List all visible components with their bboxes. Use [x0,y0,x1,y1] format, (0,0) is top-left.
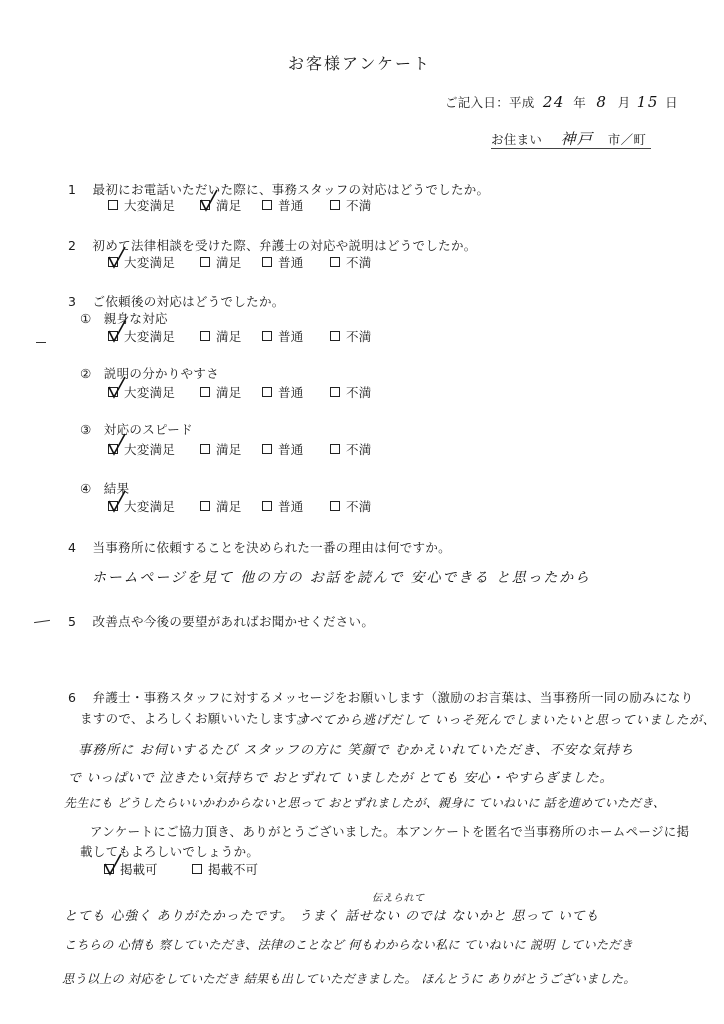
consent-option-yes[interactable] [104,860,158,878]
sub-question-3-options [0,440,724,460]
option-label: 普通 [278,329,304,344]
sub-question-1 [80,309,168,327]
option-3[interactable] [262,440,304,458]
option-label: 大変満足 [124,385,176,400]
date-field [445,93,678,111]
option-1[interactable] [108,327,175,345]
checkbox[interactable] [330,200,340,210]
option-1[interactable] [108,253,175,271]
question-4-text: 当事務所に依頼することを決められた一番の理由は何ですか。 [92,540,451,555]
question-4-number: 4 [68,540,77,555]
option-label: 普通 [278,198,304,213]
checkbox[interactable] [108,257,118,267]
consent-no-label: 掲載不可 [208,862,259,877]
consent-option-no[interactable] [192,860,258,878]
question-2 [68,236,477,254]
checkbox[interactable] [262,200,272,210]
checkbox[interactable] [200,257,210,267]
checkbox[interactable] [108,200,118,210]
option-3[interactable] [262,497,304,515]
option-3[interactable] [262,327,304,345]
question-3 [68,292,285,310]
checkbox[interactable] [200,200,210,210]
closing-insert: 伝えられて [372,893,425,904]
consent-no-checkbox[interactable] [192,864,202,874]
checkbox[interactable] [330,444,340,454]
option-label: 満足 [216,499,242,514]
option-label: 普通 [278,385,304,400]
address-suffix: 市／町 [607,132,647,147]
checkbox[interactable] [330,387,340,397]
date-day-unit: 日 [665,95,678,110]
sub-question-4-options [0,497,724,517]
option-1[interactable] [108,196,175,214]
sub-question-4-label: 結果 [103,481,130,496]
checkbox[interactable] [200,387,210,397]
closing-line1: とても 心強く ありがたかったです。 うまく 話せない のでは ないかと 思って いても [64,909,600,924]
question-5-number: 5 [68,614,77,629]
margin-mark [36,342,46,343]
option-label: 普通 [278,255,304,270]
question-6 [68,688,693,706]
question-5-text: 改善点や今後の要望があればお聞かせください。 [92,614,375,629]
option-label: 普通 [278,442,304,457]
sub-question-1-mark: ① [80,311,92,326]
option-label: 不満 [346,329,372,344]
option-label: 不満 [346,198,372,213]
option-4[interactable] [330,440,372,458]
address-value: 神戸 [560,130,594,148]
checkbox[interactable] [108,501,118,511]
option-4[interactable] [330,497,372,515]
question-1-number: 1 [68,182,77,197]
date-month-unit: 月 [617,95,631,110]
question-6-number: 6 [68,690,77,705]
checkbox[interactable] [262,257,272,267]
question-3-number: 3 [68,294,77,309]
closing-line2: こちらの 心情も 察していただき、法律のことなど 何もわからない私に ていねいに 説明 していただき [64,938,634,952]
address-label: お住まい [491,132,543,147]
option-label: 満足 [216,385,242,400]
option-4[interactable] [330,327,372,345]
option-1[interactable] [108,440,175,458]
question-1-options [0,196,724,216]
question-2-text: 初めて法律相談を受けた際、弁護士の対応や説明はどうでしたか。 [92,238,477,253]
date-day: 15 [636,93,659,111]
checkbox[interactable] [200,444,210,454]
question-1-text: 最初にお電話いただいた際に、事務スタッフの対応はどうでしたか。 [92,182,490,197]
sub-question-1-options [0,327,724,347]
checkbox[interactable] [108,444,118,454]
option-label: 大変満足 [124,198,176,213]
option-label: 大変満足 [124,255,176,270]
checkbox[interactable] [262,331,272,341]
option-3[interactable] [262,253,304,271]
sub-question-2 [80,364,219,382]
option-label: 満足 [216,255,242,270]
option-label: 大変満足 [124,499,176,514]
option-4[interactable] [330,196,372,214]
sub-question-4-mark: ④ [80,481,92,496]
option-2[interactable] [200,196,242,214]
option-3[interactable] [262,383,304,401]
sub-question-2-label: 説明の分かりやすさ [103,366,219,381]
option-label: 大変満足 [124,329,176,344]
option-2[interactable] [200,440,242,458]
sub-question-3-label: 対応のスピード [103,422,193,437]
sub-question-2-options [0,383,724,403]
question-6-answer-line3: で いっぱいで 泣きたい気持ちで おとずれて いましたが とても 安心・やすらぎました。 [68,771,614,786]
question-2-number: 2 [68,238,77,253]
checkbox[interactable] [262,444,272,454]
option-label: 大変満足 [124,442,176,457]
option-2[interactable] [200,253,242,271]
checkbox[interactable] [330,331,340,341]
question-6-answer-line4: 先生にも どうしたらいいかわからないと思って おとずれましたが、親身に ていねいに 話を進めていただき、 [64,796,666,810]
option-label: 不満 [346,499,372,514]
address-underline [491,148,651,149]
option-label: 満足 [216,198,242,213]
question-2-options [0,253,724,273]
checkbox[interactable] [108,387,118,397]
margin-mark [34,620,50,623]
option-label: 不満 [346,255,372,270]
date-year-unit: 年 [573,95,587,110]
option-label: 不満 [346,385,372,400]
checkbox[interactable] [330,257,340,267]
question-3-text: ご依頼後の対応はどうでしたか。 [92,294,285,309]
option-2[interactable] [200,327,242,345]
consent-yes-label: 掲載可 [120,862,158,877]
date-label: ご記入日：平成 [445,95,535,110]
address-field [491,128,646,149]
sub-question-3 [80,420,193,438]
question-5 [68,612,374,630]
option-label: 満足 [216,329,242,344]
checkbox[interactable] [262,501,272,511]
option-label: 普通 [278,499,304,514]
consent-yes-checkbox[interactable] [104,864,114,874]
date-year: 24 [542,93,565,111]
checkbox[interactable] [262,387,272,397]
closing-line3: 思う以上の 対応をしていただき 結果も出していただきました。 ほんとうに ありがとうございました。 [62,972,636,986]
consent-text-line1: アンケートにご協力頂き、ありがとうございました。本アンケートを匿名で当事務所のホームページに掲 [90,824,690,839]
checkbox[interactable] [330,501,340,511]
option-2[interactable] [200,383,242,401]
question-4 [68,538,451,556]
checkbox[interactable] [200,501,210,511]
option-2[interactable] [200,497,242,515]
question-6-answer-line1: すべてから逃げだして いっそ死んでしまいたいと思っていましたが、 [296,712,717,727]
option-label: 満足 [216,442,242,457]
sub-question-2-mark: ② [80,366,92,381]
consent-text-line2: 載してもよろしいでしょうか。 [80,844,260,859]
question-4-answer: ホームページを見て 他の方の お話を読んで 安心できる と思ったから [92,570,591,586]
question-6-text-line1: 弁護士・事務スタッフに対するメッセージをお願いします（激励のお言葉は、当事務所一同の励みになり [92,690,694,705]
option-3[interactable] [262,196,304,214]
option-4[interactable] [330,383,372,401]
sub-question-4 [80,479,129,497]
sub-question-1-label: 親身な対応 [103,311,168,326]
checkbox[interactable] [200,331,210,341]
page-title: お客様アンケート [288,54,432,73]
date-month: 8 [596,93,608,111]
option-label: 不満 [346,442,372,457]
question-6-answer-line2: 事務所に お伺いするたび スタッフの方に 笑顔で むかえいれていただき、不安な気持ち [78,743,635,758]
sub-question-3-mark: ③ [80,422,92,437]
option-1[interactable] [108,497,175,515]
question-6-text-line2: ますので、よろしくお願いいたします。） [80,711,316,726]
option-1[interactable] [108,383,175,401]
checkbox[interactable] [108,331,118,341]
option-4[interactable] [330,253,372,271]
